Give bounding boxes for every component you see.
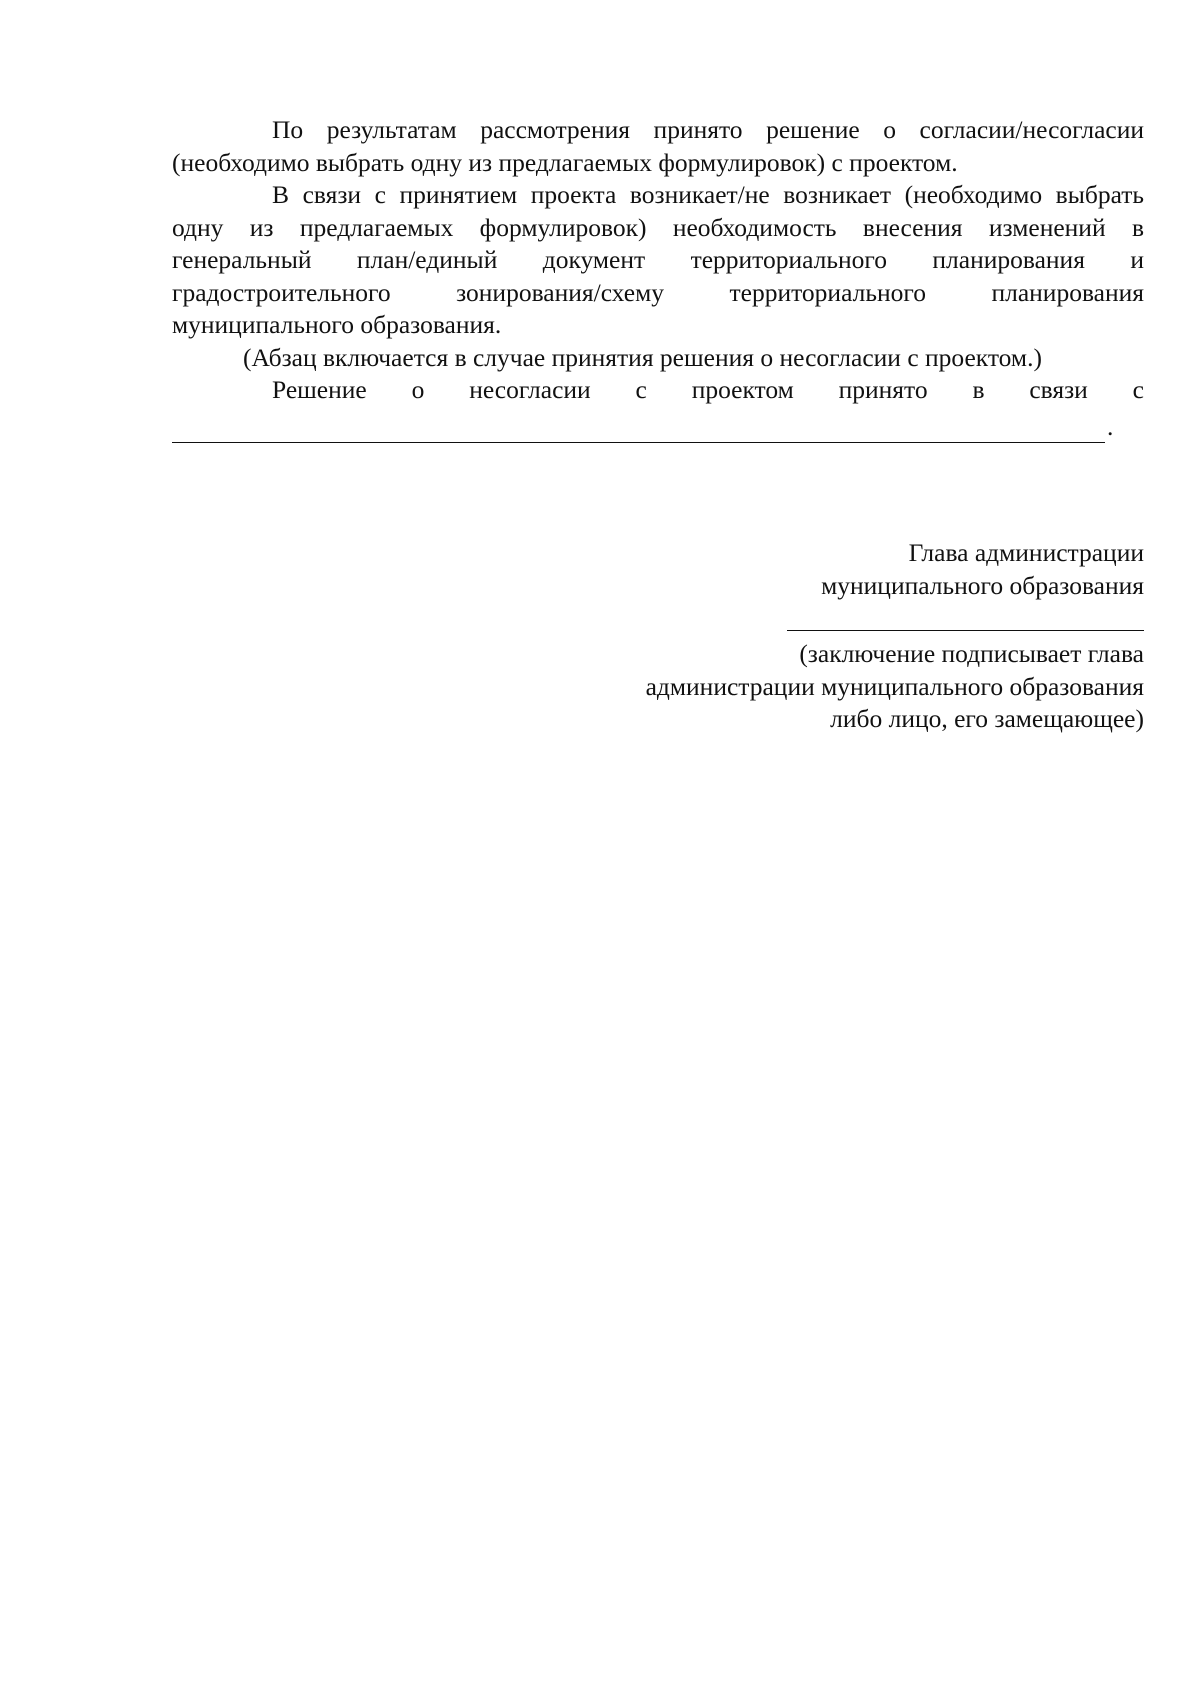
signature-block <box>444 537 1144 736</box>
document-body <box>172 114 1144 443</box>
amendment-paragraph: В связи с принятием проекта возникает/не возникает (необходимо выбрать одну из предлагаемых формулировок) необходимость внесения изменений в генеральный план/единый документ территориального планирования и градостроительного зонирования/схему территориального планирования муниципального образования. <box>172 180 1144 339</box>
signature-note-line1: (заключение подписывает глава <box>799 639 1144 668</box>
decision-paragraph: По результатам рассмотрения принято решение о согласии/несогласии (необходимо выбрать одну из предлагаемых формулировок) с проектом. <box>172 115 1144 177</box>
signatory-title-line1: Глава администрации <box>908 538 1144 567</box>
signature-note <box>444 638 1144 736</box>
signature-note-line2: администрации муниципального образования <box>645 671 1144 701</box>
reason-blank-line <box>172 420 1105 443</box>
reason-period: . <box>1107 411 1114 441</box>
disagreement-reason-paragraph: Решение о несогласии с проектом принято в связи с <box>272 375 1144 404</box>
inclusion-note-paragraph: (Абзац включается в случае принятия решения о несогласии с проектом.) <box>243 342 1042 372</box>
signature-line <box>787 629 1144 631</box>
signatory-title-line2: муниципального образования <box>821 570 1144 600</box>
signature-note-line3: либо лицо, его замещающее) <box>830 704 1144 733</box>
reason-blank-row <box>172 411 1144 444</box>
